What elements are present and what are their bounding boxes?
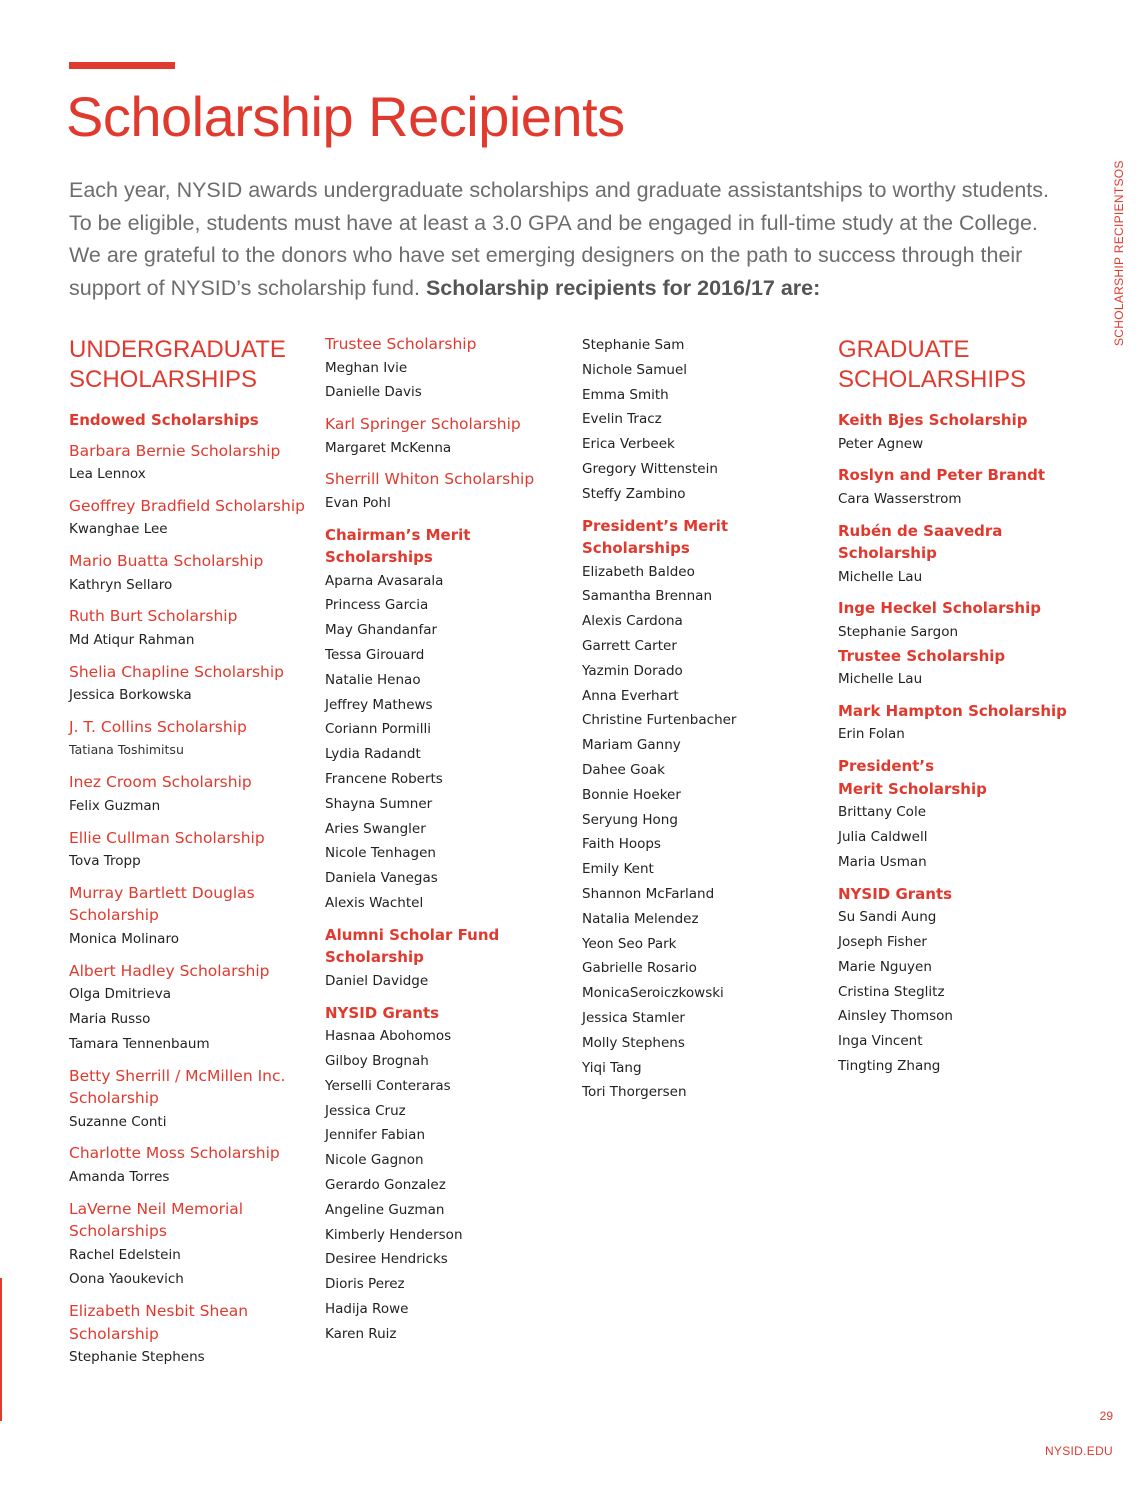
site-url: NYSID.EDU (1044, 1444, 1113, 1458)
recipient-name: Mariam Ganny (582, 737, 681, 754)
scholarship-category: Rubén de Saavedra Scholarship (838, 521, 1003, 563)
recipient-name: Suzanne Conti (69, 1113, 167, 1130)
recipient-name: Molly Stephens (582, 1034, 685, 1051)
column-undergraduate (69, 335, 319, 1370)
recipient-name: Olga Dmitrieva (69, 986, 171, 1003)
recipient-name: Stephanie Sargon (838, 623, 959, 640)
recipient-name: Anna Everhart (582, 687, 679, 704)
column-heading: UNDERGRADUATE SCHOLARSHIPS (69, 336, 286, 393)
recipient-name: Cristina Steglitz (838, 983, 945, 1000)
recipient-name: Rachel Edelstein (69, 1246, 181, 1263)
recipient-name: Evan Pohl (325, 494, 391, 511)
recipient-name: Alexis Cardona (582, 613, 683, 630)
scholarship-category: Endowed Scholarships (69, 411, 259, 429)
column-3 (582, 333, 832, 1105)
recipient-name: Danielle Davis (325, 384, 422, 401)
recipient-name: Nicole Tenhagen (325, 845, 436, 862)
scholarship-title: Murray Bartlett Douglas Scholarship (69, 883, 255, 925)
recipient-name: Natalie Henao (325, 671, 421, 688)
scholarship-title: Sherrill Whiton Scholarship (325, 470, 535, 489)
scholarship-category: Trustee Scholarship (838, 646, 1006, 665)
scholarship-title: Mario Buatta Scholarship (69, 552, 264, 571)
scholarship-category: NYSID Grants (325, 1003, 440, 1022)
recipient-name: Princess Garcia (325, 597, 429, 614)
recipient-name: Jessica Cruz (325, 1102, 406, 1119)
recipient-name: Julia Caldwell (838, 829, 928, 846)
recipient-name: Steffy Zambino (582, 485, 686, 502)
recipient-name: Michelle Lau (838, 671, 923, 688)
recipient-name: Maria Usman (838, 853, 927, 870)
recipient-name: Daniela Vanegas (325, 870, 438, 887)
recipient-name: Francene Roberts (325, 771, 443, 788)
scholarship-category: Mark Hampton Scholarship (838, 701, 1067, 720)
recipient-name: Yeon Seo Park (582, 935, 677, 952)
recipient-name: Inga Vincent (838, 1033, 923, 1050)
recipient-name: Tova Tropp (69, 853, 141, 870)
recipient-name: Stephanie Stephens (69, 1349, 205, 1366)
recipient-name: Coriann Pormilli (325, 721, 432, 738)
scholarship-title: Ellie Cullman Scholarship (69, 828, 265, 847)
recipient-name: Nicole Gagnon (325, 1152, 424, 1169)
recipient-name: Dioris Perez (325, 1276, 405, 1293)
recipient-name: Emma Smith (582, 386, 669, 403)
recipient-name: Yiqi Tang (582, 1059, 642, 1076)
recipient-name: Angeline Guzman (325, 1201, 445, 1218)
recipient-name: Oona Yaoukevich (69, 1271, 184, 1288)
page-title: Scholarship Recipients (66, 85, 625, 148)
recipient-name: Erin Folan (838, 726, 905, 743)
scholarship-title: Karl Springer Scholarship (325, 415, 521, 434)
page-number: 29 (1099, 1409, 1113, 1423)
recipient-name: Tatiana Toshimitsu (69, 742, 184, 758)
recipient-name: Bonnie Hoeker (582, 786, 681, 803)
intro-bold: Scholarship recipients for 2016/17 are: (425, 275, 821, 300)
recipient-name: Shayna Sumner (325, 795, 433, 812)
title-accent-bar (69, 62, 175, 69)
recipient-name: Marie Nguyen (838, 958, 932, 975)
recipient-name: Tessa Girouard (325, 647, 425, 664)
recipient-name: Ainsley Thomson (838, 1008, 953, 1025)
recipient-name: Nichole Samuel (582, 361, 688, 378)
recipient-name: Felix Guzman (69, 797, 161, 814)
recipient-name: May Ghandanfar (325, 622, 438, 639)
recipient-name: Evelin Tracz (582, 411, 662, 428)
recipient-name: Elizabeth Baldeo (582, 563, 695, 580)
scholarship-title: Inez Croom Scholarship (69, 773, 252, 792)
scholarship-category: President’s Merit Scholarship (838, 757, 987, 798)
intro-paragraph (69, 174, 1069, 304)
recipient-name: Monica Molinaro (69, 930, 179, 947)
scholarship-category: Keith Bjes Scholarship (838, 411, 1028, 429)
recipient-name: Aries Swangler (325, 820, 426, 837)
scholarship-title: Charlotte Moss Scholarship (69, 1144, 280, 1163)
recipient-name: Jessica Borkowska (69, 687, 192, 704)
recipient-name: Desiree Hendricks (325, 1251, 448, 1268)
recipient-name: Maria Russo (69, 1010, 151, 1027)
recipient-name: Erica Verbeek (582, 436, 675, 453)
scholarship-title: Albert Hadley Scholarship (69, 961, 270, 980)
recipient-name: Michelle Lau (838, 568, 923, 585)
scholarship-title: Trustee Scholarship (325, 335, 477, 353)
recipient-name: Dahee Goak (582, 761, 665, 778)
column-graduate (838, 335, 1088, 1079)
recipient-name: Brittany Cole (838, 804, 927, 821)
scholarship-title: Barbara Bernie Scholarship (69, 441, 281, 460)
scholarship-title: Elizabeth Nesbit Shean Scholarship (69, 1302, 249, 1343)
column-heading: GRADUATE SCHOLARSHIPS (838, 336, 1027, 393)
margin-accent-line (0, 1278, 2, 1421)
recipient-name: Jennifer Fabian (325, 1127, 425, 1144)
recipient-name: Gilboy Brognah (325, 1052, 429, 1069)
recipient-name: Aparna Avasarala (325, 572, 444, 589)
recipient-name: Hadija Rowe (325, 1300, 409, 1317)
recipient-name: Alexis Wachtel (325, 895, 424, 912)
recipient-name: Seryung Hong (582, 811, 678, 828)
recipient-name: Amanda Torres (69, 1168, 170, 1185)
recipient-name: Hasnaa Abohomos (325, 1028, 452, 1045)
recipient-name: Emily Kent (582, 861, 654, 878)
recipient-name: Kimberly Henderson (325, 1226, 463, 1243)
scholarship-title: Geoffrey Bradfield Scholarship (69, 496, 305, 515)
recipient-name: Samantha Brennan (582, 588, 712, 605)
recipient-name: Gerardo Gonzalez (325, 1176, 446, 1193)
recipient-name: Yazmin Dorado (582, 662, 683, 679)
scholarship-title: Shelia Chapline Scholarship (69, 662, 285, 681)
recipient-name: Gregory Wittenstein (582, 460, 718, 477)
recipient-name: Su Sandi Aung (838, 909, 937, 926)
recipient-name: Meghan Ivie (325, 359, 408, 376)
recipient-name: Faith Hoops (582, 836, 661, 853)
recipient-name: Garrett Carter (582, 637, 677, 654)
scholarship-title: Betty Sherrill / McMillen Inc. Scholarship (69, 1066, 286, 1108)
side-section-label: SCHOLARSHIP RECIPIENTSOS (1112, 160, 1126, 346)
scholarship-category: Chairman’s Merit Scholarships (325, 525, 471, 567)
recipient-name: Stephanie Sam (582, 337, 685, 353)
scholarship-category: President’s Merit Scholarships (582, 516, 729, 558)
recipient-name: Shannon McFarland (582, 885, 715, 902)
recipient-name: Jeffrey Mathews (325, 696, 433, 713)
recipient-name: Christine Furtenbacher (582, 712, 737, 729)
recipient-name: Gabrielle Rosario (582, 960, 697, 977)
recipient-name: Natalia Melendez (582, 910, 699, 927)
recipient-name: Tamara Tennenbaum (69, 1035, 210, 1052)
recipient-name: Daniel Davidge (325, 972, 429, 989)
scholarship-category: Inge Heckel Scholarship (838, 599, 1041, 618)
scholarship-category: Alumni Scholar Fund Scholarship (325, 925, 500, 967)
recipient-name: Cara Wasserstrom (838, 490, 962, 507)
column-2 (325, 333, 575, 1347)
recipient-name: Kathryn Sellaro (69, 576, 173, 593)
recipient-name: Tori Thorgersen (582, 1084, 687, 1101)
recipient-name: Jessica Stamler (582, 1009, 685, 1026)
recipient-name: Lea Lennox (69, 466, 146, 482)
recipient-name: Lydia Radandt (325, 746, 421, 763)
intro-text: Each year, NYSID awards undergraduate scholarships and graduate assistantships to worthy students. To be eligible, students must have at least a 3.0 GPA and be engaged in full-time study at the College. We are grateful to the donors who have set emerging designers on the path to success through their support of NYSID’s scholarship fund. (69, 178, 1049, 300)
scholarship-category: Roslyn and Peter Brandt (838, 466, 1046, 485)
recipient-name: MonicaSeroiczkowski (582, 985, 724, 1002)
recipient-name: Md Atiqur Rahman (69, 631, 195, 648)
scholarship-title: J. T. Collins Scholarship (69, 717, 247, 736)
scholarship-title: Ruth Burt Scholarship (69, 607, 238, 626)
recipient-name: Tingting Zhang (838, 1057, 941, 1074)
scholarship-title: LaVerne Neil Memorial Scholarships (69, 1199, 244, 1241)
recipient-name: Yerselli Conteraras (325, 1077, 451, 1094)
recipient-name: Joseph Fisher (838, 933, 927, 950)
recipient-name: Kwanghae Lee (69, 521, 168, 538)
scholarship-category: NYSID Grants (838, 884, 953, 903)
recipient-name: Karen Ruiz (325, 1325, 397, 1342)
recipient-name: Margaret McKenna (325, 439, 452, 456)
recipient-name: Peter Agnew (838, 435, 924, 452)
